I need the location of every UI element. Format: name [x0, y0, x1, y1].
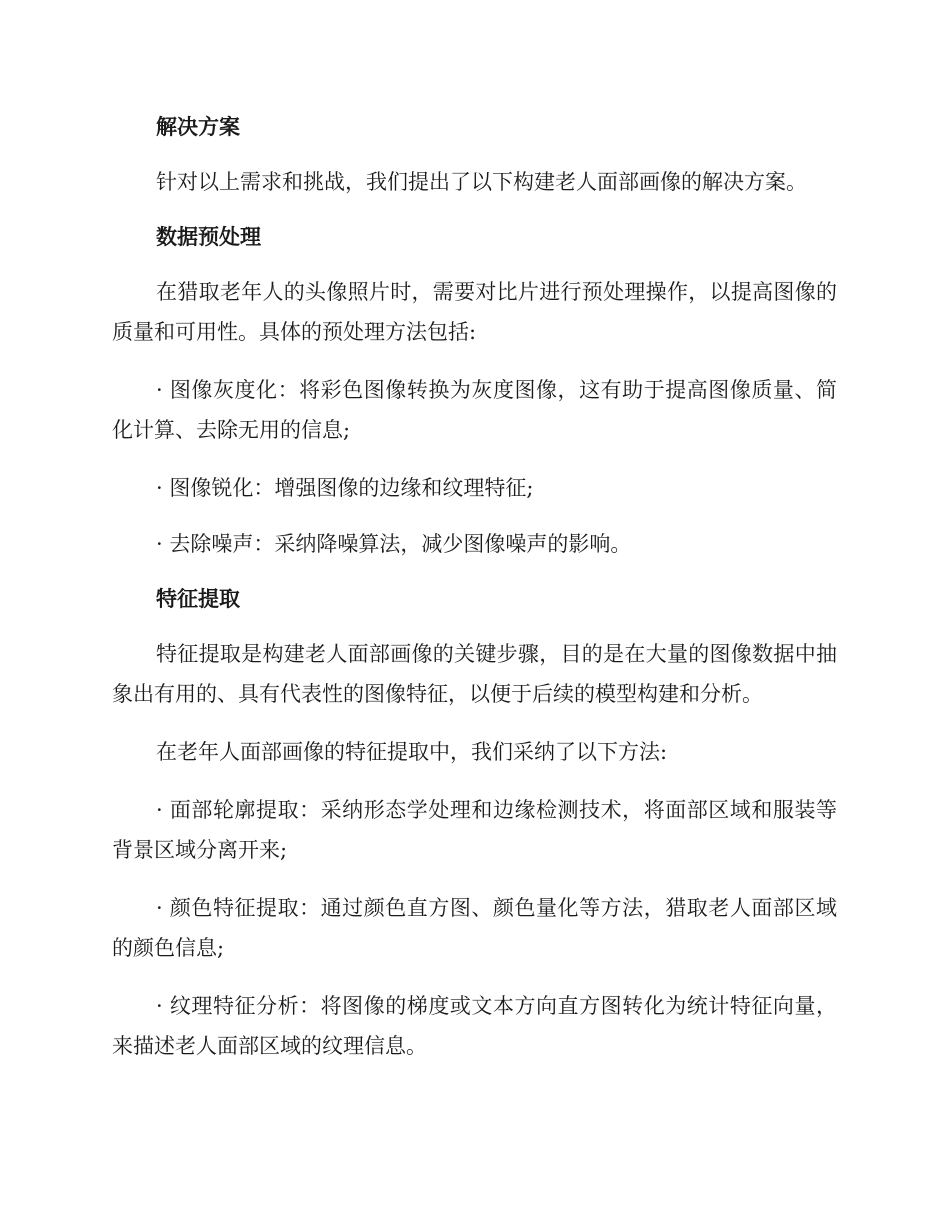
- paragraph-solution-intro: 针对以上需求和挑战，我们提出了以下构建老人面部画像的解决方案。: [156, 170, 807, 194]
- paragraph-features-2: 在老年人面部画像的特征提取中，我们采纳了以下方法:: [156, 740, 668, 764]
- paragraph-preprocess: 在猎取老年人的头像照片时，需要对比片进行预处理操作，以提高图像的质量和可用性。具体的预处理方法包括:: [112, 280, 837, 344]
- heading-features: 特征提取: [156, 587, 240, 611]
- heading-solution: 解决方案: [156, 115, 240, 139]
- bullet-texture: · 纹理特征分析：将图像的梯度或文本方向直方图转化为统计特征向量，来描述老人面部区域的纹理信息。: [112, 994, 837, 1058]
- bullet-contour: · 面部轮廓提取：采纳形态学处理和边缘检测技术，将面部区域和服装等背景区域分离开来;: [112, 798, 837, 862]
- paragraph-features-1: 特征提取是构建老人面部画像的关键步骤，目的是在大量的图像数据中抽象出有用的、具有代表性的图像特征，以便于后续的模型构建和分析。: [112, 642, 837, 706]
- bullet-sharpen: · 图像锐化：增强图像的边缘和纹理特征;: [156, 476, 534, 500]
- document-body: [112, 108, 837, 1066]
- bullet-color: · 颜色特征提取：通过颜色直方图、颜色量化等方法，猎取老人面部区域的颜色信息;: [112, 896, 837, 960]
- heading-preprocess: 数据预处理: [156, 225, 261, 249]
- bullet-denoise: · 去除噪声：采纳降噪算法，减少图像噪声的影响。: [156, 532, 632, 556]
- bullet-grayscale: · 图像灰度化：将彩色图像转换为灰度图像，这有助于提高图像质量、简化计算、去除无用的信息;: [112, 378, 837, 442]
